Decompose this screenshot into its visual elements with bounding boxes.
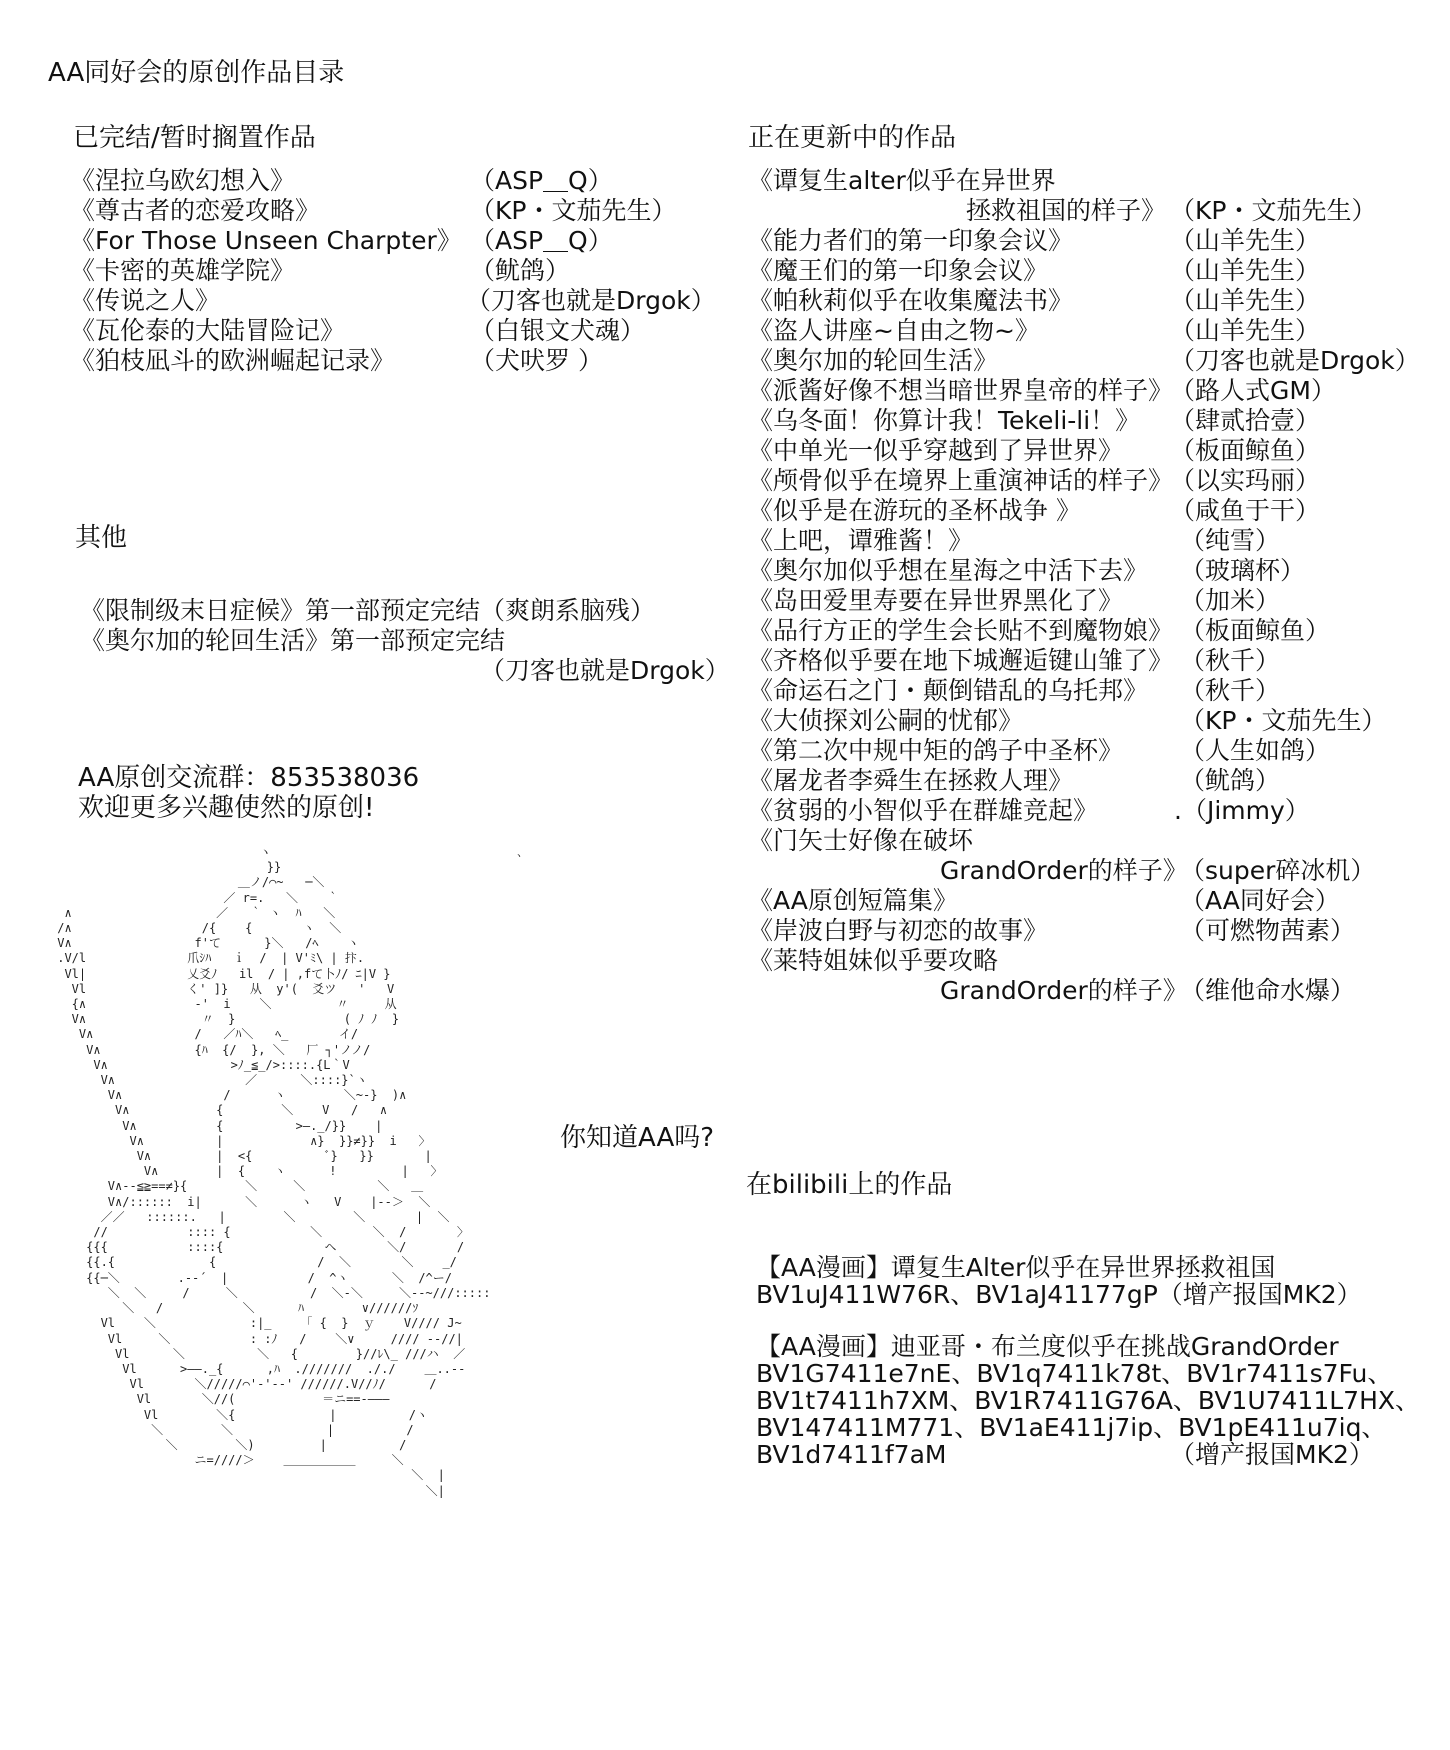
group-number: AA原创交流群：853538036: [78, 763, 420, 793]
ongoing-author: （咸鱼于干）: [1170, 496, 1321, 525]
other-heading: 其他: [75, 523, 128, 553]
bilibili-work-title: 【AA漫画】谭复生Alter似乎在异世界拯救祖国: [756, 1253, 1276, 1282]
ongoing-title: 《似乎是在游玩的圣杯战争 》: [748, 496, 1081, 525]
completed-author: （犬吠罗 ）: [470, 346, 603, 375]
ongoing-title: 《岛田爱里寿要在异世界黑化了》: [748, 586, 1124, 615]
ongoing-title: 《颅骨似乎在境界上重演神话的样子》: [748, 466, 1174, 495]
ongoing-author: （肆贰拾壹）: [1170, 406, 1321, 435]
ongoing-title: 拯救祖国的样子》: [966, 196, 1167, 225]
ongoing-author: （鱿鸽）: [1180, 766, 1281, 795]
ongoing-title: 《谭复生alter似乎在异世界: [748, 166, 1056, 195]
completed-title: 《狛枝凪斗的欧洲崛起记录》: [70, 346, 396, 375]
completed-title: 《尊古者的恋爱攻略》: [70, 196, 321, 225]
completed-author: （ASP＿Q）: [470, 226, 613, 255]
completed-title: 《瓦伦泰的大陆冒险记》: [70, 316, 346, 345]
completed-author: （ASP＿Q）: [470, 166, 613, 195]
completed-author: （刀客也就是Drgok）: [466, 286, 716, 315]
completed-author: （鱿鸽）: [470, 256, 571, 285]
ongoing-author: .（Jimmy）: [1174, 796, 1310, 825]
ongoing-title: 《帕秋莉似乎在收集魔法书》: [748, 286, 1074, 315]
completed-author: （KP・文茄先生）: [470, 196, 677, 225]
ongoing-author: （刀客也就是Drgok）: [1170, 346, 1420, 375]
ongoing-title: 《门矢士好像在破坏: [748, 826, 974, 855]
bilibili-heading: 在bilibili上的作品: [746, 1170, 953, 1200]
ongoing-title: 《齐格似乎要在地下城邂逅键山雏了》: [748, 646, 1174, 675]
completed-title: 《For Those Unseen Charpter》: [70, 226, 462, 255]
ongoing-author: （KP・文茄先生）: [1180, 706, 1387, 735]
bilibili-work-ids: BV147411M771、BV1aE411j7ip、BV1pE411u7iq、: [756, 1413, 1387, 1442]
ongoing-title: 《莱特姐妹似乎要攻略: [748, 946, 999, 975]
ongoing-author: （可燃物茜素）: [1180, 916, 1356, 945]
ongoing-title: 《乌冬面！你算计我！Tekeli-li！》: [748, 406, 1141, 435]
bilibili-work-title: 【AA漫画】迪亚哥・布兰度似乎在挑战GrandOrder: [756, 1332, 1339, 1361]
ongoing-author: （加米）: [1180, 586, 1281, 615]
ongoing-title: 《命运石之门・颠倒错乱的乌托邦》: [748, 676, 1149, 705]
ongoing-author: （KP・文茄先生）: [1170, 196, 1377, 225]
bilibili-work-ids: BV1G7411e7nE、BV1q7411k78t、BV1r7411s7Fu、: [756, 1359, 1393, 1388]
other-line: （刀客也就是Drgok）: [480, 656, 730, 685]
group-welcome: 欢迎更多兴趣使然的原创!: [78, 793, 375, 823]
ongoing-title: 《上吧，谭雅酱！》: [748, 526, 974, 555]
bilibili-work-author: （增产报国MK2）: [1170, 1440, 1374, 1469]
ongoing-title: 《贫弱的小智似乎在群雄竞起》: [748, 796, 1099, 825]
ongoing-heading: 正在更新中的作品: [748, 123, 957, 153]
ongoing-author: （山羊先生）: [1170, 286, 1321, 315]
completed-heading: 已完结/暂时搁置作品: [73, 123, 316, 153]
page-title: AA同好会的原创作品目录: [48, 58, 345, 88]
ongoing-title: 《能力者们的第一印象会议》: [748, 226, 1074, 255]
ongoing-author: （秋千）: [1180, 646, 1281, 675]
ongoing-author: （人生如鸽）: [1180, 736, 1331, 765]
ongoing-title: 《魔王们的第一印象会议》: [748, 256, 1049, 285]
bilibili-work-ids: BV1t7411h7XM、BV1R7411G76A、BV1U7411L7HX、: [756, 1386, 1421, 1415]
ongoing-title: 《奥尔加似乎想在星海之中活下去》: [748, 556, 1149, 585]
question-text: 你知道AA吗?: [560, 1123, 715, 1153]
ongoing-author: （AA同好会）: [1180, 886, 1340, 915]
completed-author: （白银文犬魂）: [470, 316, 646, 345]
ongoing-title: 《屠龙者李舜生在拯救人理》: [748, 766, 1074, 795]
ongoing-title: 《第二次中规中矩的鸽子中圣杯》: [748, 736, 1124, 765]
ongoing-author: （super碎冰机）: [1180, 856, 1376, 885]
bilibili-work-ids: BV1uJ411W76R、BV1aJ41177gP（增产报国MK2）: [756, 1280, 1362, 1309]
ongoing-title: GrandOrder的样子》: [940, 976, 1188, 1005]
bilibili-work-ids: BV1d7411f7aM: [756, 1440, 947, 1469]
ongoing-author: （秋千）: [1180, 676, 1281, 705]
completed-title: 《传说之人》: [70, 286, 221, 315]
other-line: 《限制级末日症候》第一部预定完结（爽朗系脑残）: [80, 596, 656, 625]
ongoing-title: 《AA原创短篇集》: [748, 886, 958, 915]
ongoing-title: GrandOrder的样子》: [940, 856, 1188, 885]
ongoing-title: 《中单光一似乎穿越到了异世界》: [748, 436, 1124, 465]
ongoing-title: 《岸波白野与初恋的故事》: [748, 916, 1049, 945]
ongoing-author: （板面鲸鱼）: [1170, 436, 1321, 465]
completed-title: 《涅拉乌欧幻想入》: [70, 166, 296, 195]
ongoing-title: 《奥尔加的轮回生活》: [748, 346, 999, 375]
ongoing-title: 《品行方正的学生会长贴不到魔物娘》: [748, 616, 1174, 645]
ascii-art-figure: ヽ ､ }} ＿ノ/⌒~ ─＼ ／ r=. ＼ ｀ ∧ ／ ｀ ヽ ﾊ ＼ /∧ /{ { ヽ ＼ V∧ f'て }＼ /ﾍ ヽ .V/l 爪ｼﾊ ｉ / | V'ﾐ\ | 抃. Vl| 乂爻ﾉ il / | ,fて卜ﾉ/ ﾆ|V } Vl く' ]} 从 y'( 爻ツ ' V {∧ ‐' i ＼ 〃 从 V∧ 〃 } ( ﾉ ﾉ } V∧ / ／ﾊ＼ ﾍ_ イ/ V∧ {ﾊ {/ }, ＼ 厂 ┐'ノノ/ V∧ >ﾉ_≦_/>::::.{L｀V V∧ ／ ＼::::}`ヽ V∧ / ヽ ＼~-} )∧ V∧ { ＼ V / ∧ V∧ { >―._/}} | V∧ | ∧} }}≠}} i 〉 V∧ | <{ ﾞ} }} | V∧ | { ヽ ! | 〉 V∧--≦≧==≠}{ ＼ ＼ ＼ ＿ V∧/:::::: i| ＼ ヽ V |--＞ ＼ ／／ ::::::. | ＼ ＼ | ＼ // :::: { ＼ ＼ / 〉 {{{ ::::{ ヘ ＼/ / {{.{ { / ＼ ＼ _/ {{─＼ .--´ | / ^ヽ ＼ /^ー/ ＼ ＼ / ＼ / ＼-＼ ＼--~///::::: ＼ / ＼ ﾊ ∨//////ｿ Vl ＼ :|_ 「 { } ｙ V//// J~ Vl ＼ : :ﾉ / ＼∨ //// ‐‐//| Vl ＼ ＼ { }//ﾚ\_ ///ハ ／ Vl >――._{ ,ﾊ ./////// ././ ＿..-‐ Vl ＼/////⌒'‐'--' //////.V//ﾉ/ / Vl ＼//( ＝ニ==‐――― Vl ＼{ | /ヽ ＼ ＼ | / ＼ ＼) | / ニ=////＞ ＿＿＿＿＿＿ ＼ ＼ | ＼|: [57, 845, 524, 1498]
ongoing-author: （山羊先生）: [1170, 316, 1321, 345]
ongoing-author: （纯雪）: [1180, 526, 1281, 555]
ongoing-title: 《盗人讲座~自由之物~》: [748, 316, 1040, 345]
ongoing-author: （维他命水爆）: [1180, 976, 1356, 1005]
ongoing-author: （以实玛丽）: [1170, 466, 1321, 495]
completed-title: 《卡密的英雄学院》: [70, 256, 296, 285]
ongoing-author: （路人式GM）: [1170, 376, 1336, 405]
ongoing-title: 《大侦探刘公嗣的忧郁》: [748, 706, 1024, 735]
ongoing-author: （山羊先生）: [1170, 226, 1321, 255]
ongoing-author: （山羊先生）: [1170, 256, 1321, 285]
ongoing-author: （板面鲸鱼）: [1180, 616, 1331, 645]
ongoing-author: （玻璃杯）: [1180, 556, 1306, 585]
ongoing-title: 《派酱好像不想当暗世界皇帝的样子》: [748, 376, 1174, 405]
other-line: 《奥尔加的轮回生活》第一部预定完结: [80, 626, 506, 655]
